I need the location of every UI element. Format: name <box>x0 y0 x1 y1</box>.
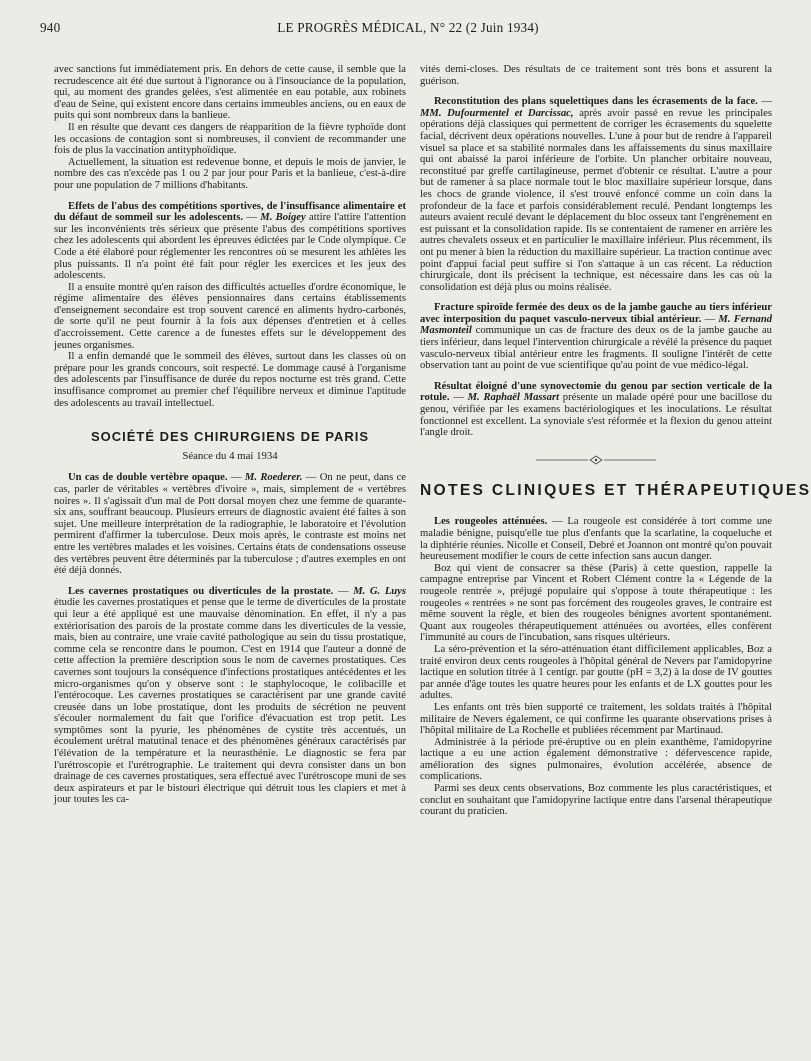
prostate-continuation: vités demi-closes. Des résultats de ce traitement sont très bons et assurent la guérison. <box>420 64 772 87</box>
article-prostate-text: étudie les cavernes prostatiques et pense que le terme de diverticules de la prostate qui leur a été appliqué est une mauvaise dénomination. En effet, il n'y a pas extériorisation des parois de la prostate comme dans les diverticules de la vessie, mais, bien au contraire, une vraie cavité pathologique au sein du tissu prostatique, comme cela se rencontre dans le poumon. C'est en 1914 que l'auteur a donné de cette affection la première description sous le nom de cavernes prostatiques. Ces cavernes sont toujours la conséquence d'infections prostatiques antécédentes et les micro-organismes qu'on y observe sont : le staphylocoque, le colibacille et l'entérocoque. Les cavernes prostatiques se caractérisent par une grande cavité creusée dans un lobe prostatique, dont les produits de sécrétion ne peuvent s'écouler normalement du fait que l'orifice d'évacuation est trop petit. Les symptômes sont la pyurie, les phénomènes de cystite très accentués, un écoulement urétral matutinal tenace et des phénomènes généraux caractérisés par l'élévation de la température et la neurasthénie. Le diagnostic se fera par l'urétroscopie et l'urétrographie. Le traitement qui devra consister dans un bon drainage de ces cavernes prostatiques, sera effectué avec l'urétroscope muni de ses deux aspirateurs et par le bistouri électrique qui détruit tous les clapiers et met à jour toutes les ca- <box>54 597 406 806</box>
article-sport-paragraph-3: Il a enfin demandé que le sommeil des élèves, surtout dans les classes où on prépare pour les grands concours, soit respecté. Le dommage causé à l'organisme des adolescents par l'insuffisance de durée du repos nocturne est très grand. Cette insuffisance compromet au premier chef l'équilibre nerveux et diminue l'aptitude des adolescents au travail intellectuel. <box>54 351 406 409</box>
article-fracture-author: M. Fernand Masmonteil <box>420 313 773 337</box>
article-synovectomy-author: M. Raphaël Massart <box>467 392 560 404</box>
article-vertebra: Un cas de double vertèbre opaque. — M. Roederer. — On ne peut, dans ce cas, parler de véritables « vertèbres d'ivoire », mais, simplement de « vertèbres noires ». Il s'agissait d'un mal de Pott dorsal moyen chez une femme de quarante-six ans, souffrant beaucoup. Plusieurs erreurs de diagnostic avaient été faites à son sujet. Une meilleure interprétation de la radiographie, le laboratoire et l'évolution permirent d'affirmer la tuberculose. Deux mois après, le contraste est moins net entre les vertèbres malades et les voisines. Certains états de condensations osseuse des vertèbres peuvent être déterminés par la tuberculose ; d'autres exemples en ont été déjà donnés. <box>54 472 406 577</box>
article-sport-text: attire l'attire l'attention sur les inconvénients très sérieux que présente l'abus des compétitions sportives chez les adolescents qui abordent les épreuves édictées par le Code olympique. Ce Code a été élaboré pour réglementer les rencontres où se mesurent les athlètes les plus puissants. Il n'a point été fait pour régler les exercices et les jeux des adolescents. <box>54 212 407 282</box>
article-measles-paragraph-4: Les enfants ont très bien supporté ce traitement, les soldats traités à l'hôpital militaire de Nevers également, ce qui confirme les quarante observations prises à l'hôpital militaire de La Rochelle et publiées récemment par Martinaud. <box>420 701 772 737</box>
society-title: SOCIÉTÉ DES CHIRURGIENS DE PARIS <box>90 429 370 445</box>
article-vertebra-author: M. Roederer. <box>244 472 303 484</box>
article-fracture-text: communique un cas de fracture des deux os de la jambe gauche au tiers inférieur, dans lequel l'intervention chirurgicale a révélé la présence du paquet vasculo-nerveux tibial antérieur entre les fragments. Il souligne l'intérêt de cette observation tant au point de vue scientifique qu'au point de vue médico-légal. <box>420 325 772 372</box>
article-reconstruction: Reconstitution des plans squelettiques dans les écrasements de la face. — MM. Dufourmentel et Darcissac, après avoir passé en revue les principales opérations déjà classiques qui permettent de corriger les écrasements du squelette facial, décrivent deux opérations nouvelles. L'une à pour but de rendre à l'appareil visuel sa place et sa stabilité normales dans les affaissements du sinus maxillaire qui ont abaissé la paroi inférieure de l'orbite. Un plancher orbitaire nouveau, reconstitué par greffe cartilagineuse, permet d'obtenir ce résultat. L'autre a pour but de ramener à sa place normale tout le bloc maxillaire supérieur lorsque, dans les chocs de grande violence, il s'est trouvé enfoncé comme un coin dans la profondeur de la face et parfois considérablement reculé. Pendant longtemps les auteurs avaient reculé devant le déplacement du bloc osseux tant l'engrènement en est puissant et la consolidation rapide. Ils se contentaient de ramener en arrière les autres chevalets osseux et en particulier le maxillaire inférieur. Plus récemment, ils ont pu mener à bien la réduction du maxillaire supérieur. La traction continue avec point d'appui facial peut suffire si l'on s'attaque à un cas récent. La réduction chirurgicale, dont ils précisent la technique, est nécessaire dans les cas où la consolidation est déjà plus ou moins réalisée. <box>420 96 772 293</box>
article-vertebra-text: On ne peut, dans ce cas, parler de véritables « vertèbres d'ivoire », mais, simplement de « vertèbres noires ». Il s'agissait d'un mal de Pott dorsal moyen chez une femme de quarante-six ans, souffrant beaucoup. Plusieurs erreurs de diagnostic avaient été faites à son sujet. Une meilleure interprétation de la radiographie, le laboratoire et l'évolution permirent d'affirmer la tuberculose. Deux mois après, le contraste est moins net entre les vertèbres malades et les voisines. Certains états de condensations osseuse des vertèbres peuvent être déterminés par la tuberculose ; d'autres exemples en ont été déjà donnés. <box>54 472 406 577</box>
article-reconstruction-text: après avoir passé en revue les principales opérations déjà classiques qui permettent de corriger les écrasements du squelette facial, décrivent deux opérations nouvelles. L'une à pour but de rendre à l'appareil visuel sa place et sa stabilité normales dans les affaissements du sinus maxillaire qui ont abaissé la paroi inférieure de l'orbite. Un plancher orbitaire nouveau, reconstitué par greffe cartilagineuse, permet d'obtenir ce résultat. L'autre a pour but de ramener à sa place normale tout le bloc maxillaire supérieur lorsque, dans les chocs de grande violence, il s'est trouvé enfoncé comme un coin dans la profondeur de la face et parfois considérablement reculé. Pendant longtemps les auteurs avaient reculé devant le déplacement du bloc osseux tant l'engrènement en est puissant et la consolidation rapide. Ils se contentaient de ramener en arrière les autres chevalets osseux et en particulier le maxillaire inférieur. Plus récemment, ils ont pu mener à bien la réduction du maxillaire supérieur. La traction continue avec point d'appui facial peut suffire si l'on s'attaque à un cas récent. La réduction chirurgicale, dont ils précisent la technique, est nécessaire dans les cas où la consolidation est déjà plus ou moins réalisée. <box>420 107 772 293</box>
page-number: 940 <box>40 20 61 35</box>
typhoid-paragraph-2: Il en résulte que devant ces dangers de réapparition de la fièvre typhoïde dont les occasions de contagion sont si nombreuses, il convient de recommander une fois de plus la vaccination antityphoïdique. <box>54 121 406 157</box>
article-measles-paragraph-5: Administrée à la période pré-éruptive ou en plein exanthème, l'amidopyrine lactique a eu une action également démonstrative : défervescence rapide, amélioration des signes pulmonaires, évolution accélérée, absence de complications. <box>420 736 772 783</box>
article-synovectomy-text: présente un malade opéré pour une bacillose du genou, vérifiée par les examens bactériologiques et les inoculations. Le résultat fonctionnel est excellent. La synoviale s'est réformée et la flexion du genou atteint l'angle droit. <box>420 392 773 439</box>
notes-section-title: NOTES CLINIQUES ET THÉRAPEUTIQUES <box>420 481 811 499</box>
article-sport: Effets de l'abus des compétitions sportives, de l'insuffisance alimentaire et du défaut de sommeil sur les adolescents. — M. Boigey attire l'attire l'attention sur les inconvénients très sérieux que présente l'abus des compétitions sportives chez les adolescents qui abordent les épreuves édictées par le Code olympique. Ce Code a été élaboré pour réglementer les rencontres où se mesurent les athlètes les plus puissants. Il n'a point été fait pour régler les exercices et les jeux des adolescents. <box>54 200 407 282</box>
article-vertebra-title: Un cas de double vertèbre opaque. <box>68 472 228 484</box>
article-sport-author: M. Boigey <box>260 212 306 224</box>
article-measles-paragraph-6: Parmi ses deux cents observations, Boz commente les plus caractéristiques, et conclut en souhaitant que l'amidopyrine lactique entre dans l'arsenal thérapeutique courant du praticien. <box>420 783 772 818</box>
right-column <box>420 64 811 1049</box>
article-reconstruction-authors: MM. Dufourmentel et Darcissac, <box>420 107 574 119</box>
section-ornament <box>420 455 772 465</box>
article-prostate: Les cavernes prostatiques ou diverticules de la prostate. — M. G. Luys étudie les cavernes prostatiques et pense que le terme de diverticules de la prostate qui leur a été appliqué est une mauvaise dénomination. En effet, il n'y a pas extériorisation des parois de la prostate comme dans les diverticules de la vessie, mais, bien au contraire, une vraie cavité pathologique au sein du tissu prostatique, comme cela se rencontre dans le poumon. C'est en 1914 que l'auteur a donné de cette affection la première description sous le nom de cavernes prostatiques. Ces cavernes sont toujours la conséquence d'infections prostatiques antécédentes et les micro-organismes qu'on y observe sont : le staphylocoque, le colibacille et l'entérocoque. Les cavernes prostatiques se caractérisent par une grande cavité creusée dans un lobe prostatique, dont les produits de sécrétion ne peuvent s'écouler normalement du fait que l'orifice d'évacuation est trop petit. Les symptômes sont la pyurie, les phénomènes de cystite très accentués, un écoulement urétral matutinal tenace et des phénomènes généraux caractérisés par l'élévation de la température et la neurasthénie. Le diagnostic se fera par l'urétroscopie et l'urétrographie. Le traitement qui devra consister dans un bon drainage de ces cavernes prostatiques, sera effectué avec l'urétroscope muni de ses deux aspirateurs et par le bistouri électrique qui détruit tous les clapiers et met à jour toutes les ca- <box>54 585 407 806</box>
running-title: LE PROGRÈS MÉDICAL, N° 22 (2 Juin 1934) <box>277 20 539 35</box>
article-sport-title: Effets de l'abus des compétitions sportives, de l'insuffisance alimentaire et du défaut de sommeil sur les adolescents. <box>54 200 406 224</box>
article-measles-paragraph-3: La séro-prévention et la séro-atténuation étant difficilement applicables, Boz a traité environ deux cents rougeoles à l'hôpital général de Nevers par l'amidopyrine lactique en solution titrée à 1 centigr. par goutte (pH = 3,2) à la dose de IV gouttes par année d'âge toutes les quatre heures pour les enfants et de LX gouttes pour les adultes. <box>420 643 772 702</box>
ornament-divider-icon <box>536 455 656 465</box>
article-synovectomy-title: Résultat éloigné d'une synovectomie du genou par section verticale de la rotule. <box>420 380 772 404</box>
article-measles-paragraph-2: Boz qui vient de consacrer sa thèse (Paris) à cette question, rappelle la campagne entreprise par Vincent et Robert Clément contre la « Légende de la rougeole rentrée », préjugé populaire qui s'oppose à toute thérapeutique : les rougeoles « rentrées » ne sont pas forcément des rougeoles graves, le contraire est même souvent la règle, et bien des rougeoles bénignes avortent spontanément. Quant aux rougeoles thérapeutiquement atténuées ou avortées, elles confèrent l'immunité au cours de l'incubation, sans risques ultérieurs. <box>420 562 772 644</box>
article-fracture: Fracture spiroïde fermée des deux os de la jambe gauche au tiers inférieur avec interposition du paquet vasculo-nerveux tibial antérieur. — M. Fernand Masmonteil communique un cas de fracture des deux os de la jambe gauche au tiers inférieur, dans lequel l'intervention chirurgicale a révélé la présence du paquet vasculo-nerveux tibial antérieur entre les fragments. Il souligne l'intérêt de cette observation tant au point de vue scientifique qu'au point de vue médico-légal. <box>420 302 773 372</box>
article-reconstruction-title: Reconstitution des plans squelettiques dans les écrasements de la face. <box>434 96 758 108</box>
article-sport-paragraph-2: Il a ensuite montré qu'en raison des difficultés actuelles d'ordre économique, le régime alimentaire des élèves pensionnaires dans certains établissements d'enseignement secondaire est trop souvent carencé en aliments hydro-carbonés, de sorte qu'il ne peut fournir à la fois aux dépenses d'entretien et à celles d'accroissement. Cette carence a de funestes effets sur le développement des jeunes organismes. <box>54 281 406 351</box>
article-synovectomy: Résultat éloigné d'une synovectomie du genou par section verticale de la rotule. — M. Raphaël Massart présente un malade opéré pour une bacillose du genou, vérifiée par les examens bactériologiques et les inoculations. Le résultat fonctionnel est excellent. La synoviale s'est réformée et la flexion du genou atteint l'angle droit. <box>420 380 773 439</box>
article-measles-text: La rougeole est considérée à tort comme une maladie bénigne, puisqu'elle tue plus d'enfants que la scarlatine, la coqueluche et la diphtérie réunies. Nicolle et Conseil, Debré et Joannon ont montré qu'on pouvait heureusement modifier le cours de cette infection sans aucun danger. <box>420 516 773 563</box>
article-fracture-title: Fracture spiroïde fermée des deux os de la jambe gauche au tiers inférieur avec interposition du paquet vasculo-nerveux tibial antérieur. <box>420 302 772 325</box>
article-prostate-title: Les cavernes prostatiques ou diverticules de la prostate. <box>68 585 334 597</box>
article-measles-title: Les rougeoles atténuées. <box>434 516 548 528</box>
article-prostate-author: M. G. Luys <box>353 585 407 597</box>
session-date: Séance du 4 mai 1934 <box>182 449 278 462</box>
typhoid-paragraph-1: avec sanctions fut immédiatement pris. En dehors de cette cause, il semble que la recrudescence ait été due surtout à l'ignorance ou à l'insouciance de la population, qui, au moment des grandes gelées, s'est alimentée en eau potable, aux robinets d'eau de Seine, qui existent encore dans certains immeubles anciens, ou en eaux de puits qui sont nombreux dans la banlieue. <box>54 64 406 122</box>
left-column <box>54 64 406 1049</box>
article-measles: Les rougeoles atténuées. — La rougeole est considérée à tort comme une maladie bénigne, puisqu'elle tue plus d'enfants que la scarlatine, la coqueluche et la diphtérie réunies. Nicolle et Conseil, Debré et Joannon ont montré qu'on pouvait heureusement modifier le cours de cette infection sans aucun danger. <box>420 516 773 563</box>
page-header <box>40 20 776 40</box>
typhoid-paragraph-3: Actuellement, la situation est redevenue bonne, et depuis le mois de janvier, le nombre des cas n'excède pas 1 ou 2 par jour pour Paris et la banlieue, c'est-à-dire pour une population de 7 millions d'habitants. <box>54 156 406 191</box>
